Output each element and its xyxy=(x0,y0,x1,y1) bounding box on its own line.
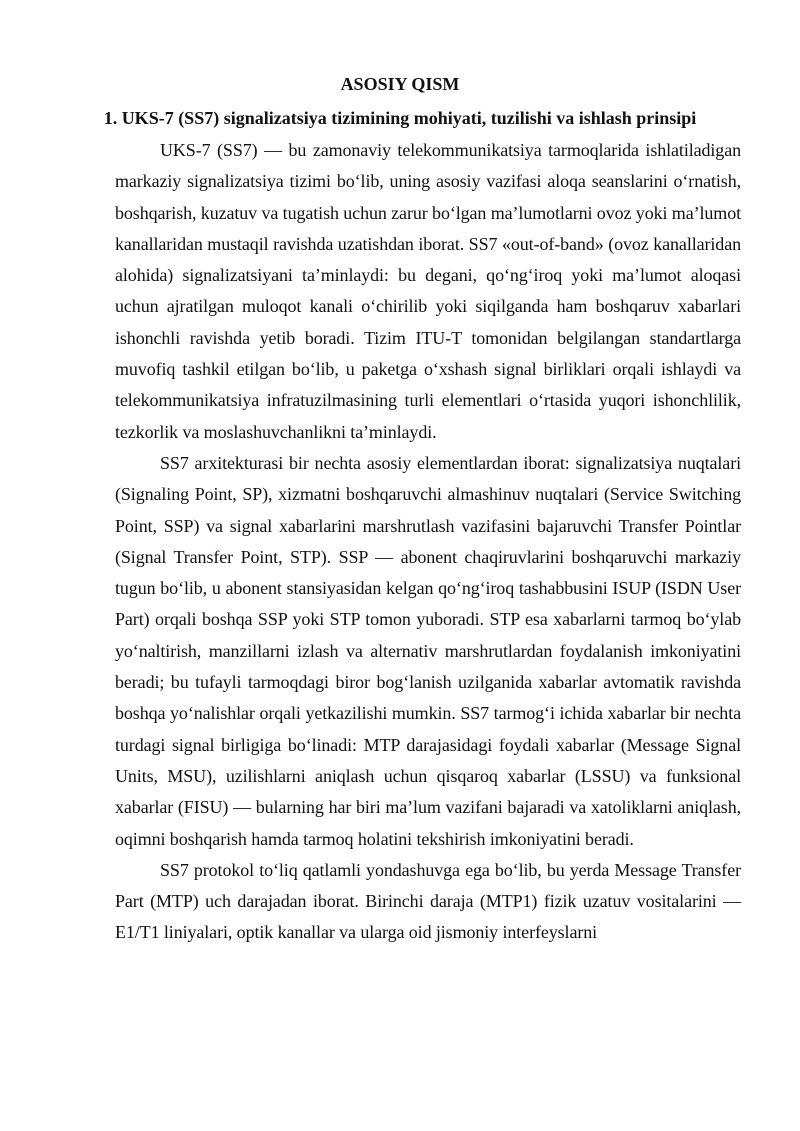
paragraph-2: SS7 arxitekturasi bir nechta asosiy elementlardan iborat: signalizatsiya nuqtalari (Signaling Point, SP), xizmatni boshqaruvchi almashinuv nuqtalari (Service Switching Point, SSP) va signal xabarlarini marshrutlash vazifasini bajaruvchi Transfer Pointlar (Signal Transfer Point, STP). SSP — abonent chaqiruvlarini boshqaruvchi markaziy tugun bo‘lib, u abonent stansiyasidan kelgan qo‘ng‘iroq tashabbusini ISUP (ISDN User Part) orqali boshqa SSP yoki STP tomon yuboradi. STP esa xabarlarni tarmoq bo‘ylab yo‘naltirish, manzillarni izlash va alternativ marshrutlardan foydalanish imkoniyatini beradi; bu tufayli tarmoqdagi biror bog‘lanish uzilganida xabarlar avtomatik ravishda boshqa yo‘nalishlar orqali yetkazilishi mumkin. SS7 tarmog‘i ichida xabarlar bir nechta turdagi signal birligiga bo‘linadi: MTP darajasidagi foydali xabarlar (Message Signal Units, MSU), uzilishlarni aniqlash uchun qisqaroq xabarlar (LSSU) va funksional xabarlar (FISU) — bularning har biri ma’lum vazifani bajaradi va xatoliklarni aniqlash, oqimni boshqarish hamda tarmoq holatini tekshirish imkoniyatini beradi. xyxy=(115,452,741,849)
page-title: ASOSIY QISM xyxy=(340,74,460,94)
document-body xyxy=(115,135,741,949)
paragraph-1: UKS-7 (SS7) — bu zamonaviy telekommunikatsiya tarmoqlarida ishlatiladigan markaziy signalizatsiya tizimi bo‘lib, uning asosiy vazifasi aloqa seanslarini o‘rnatish, boshqarish, kuzatuv va tugatish uchun zarur bo‘lgan ma’lumotlarni ovoz yoki ma’lumot kanallaridan mustaqil ravishda uzatishdan iborat. SS7 «out-of-band» (ovoz kanallaridan alohida) signalizatsiyani ta’minlaydi: bu degani, qo‘ng‘iroq yoki ma’lumot aloqasi uchun ajratilgan muloqot kanali o‘chirilib yoki siqilganda ham boshqaruv xabarlari ishonchli ravishda yetib boradi. Tizim ITU-T tomonidan belgilangan standartlarga muvofiq tashkil etilgan bo‘lib, u paketga o‘xshash signal birliklari orqali ishlaydi va telekommunikatsiya infratuzilmasining turli elementlari o‘rtasida yuqori ishonchlilik, tezkorlik va moslashuvchanlikni ta’minlaydi. xyxy=(115,140,741,442)
section-heading: 1. UKS-7 (SS7) signalizatsiya tizimining mohiyati, tuzilishi va ishlash prinsipi xyxy=(103,108,697,128)
paragraph-3: SS7 protokol to‘liq qatlamli yondashuvga ega bo‘lib, bu yerda Message Transfer Part (MTP) uch darajadan iborat. Birinchi daraja (MTP1) fizik uzatuv vositalarini — E1/T1 liniyalari, optik kanallar va ularga oid jismoniy interfeyslarni xyxy=(115,859,741,943)
